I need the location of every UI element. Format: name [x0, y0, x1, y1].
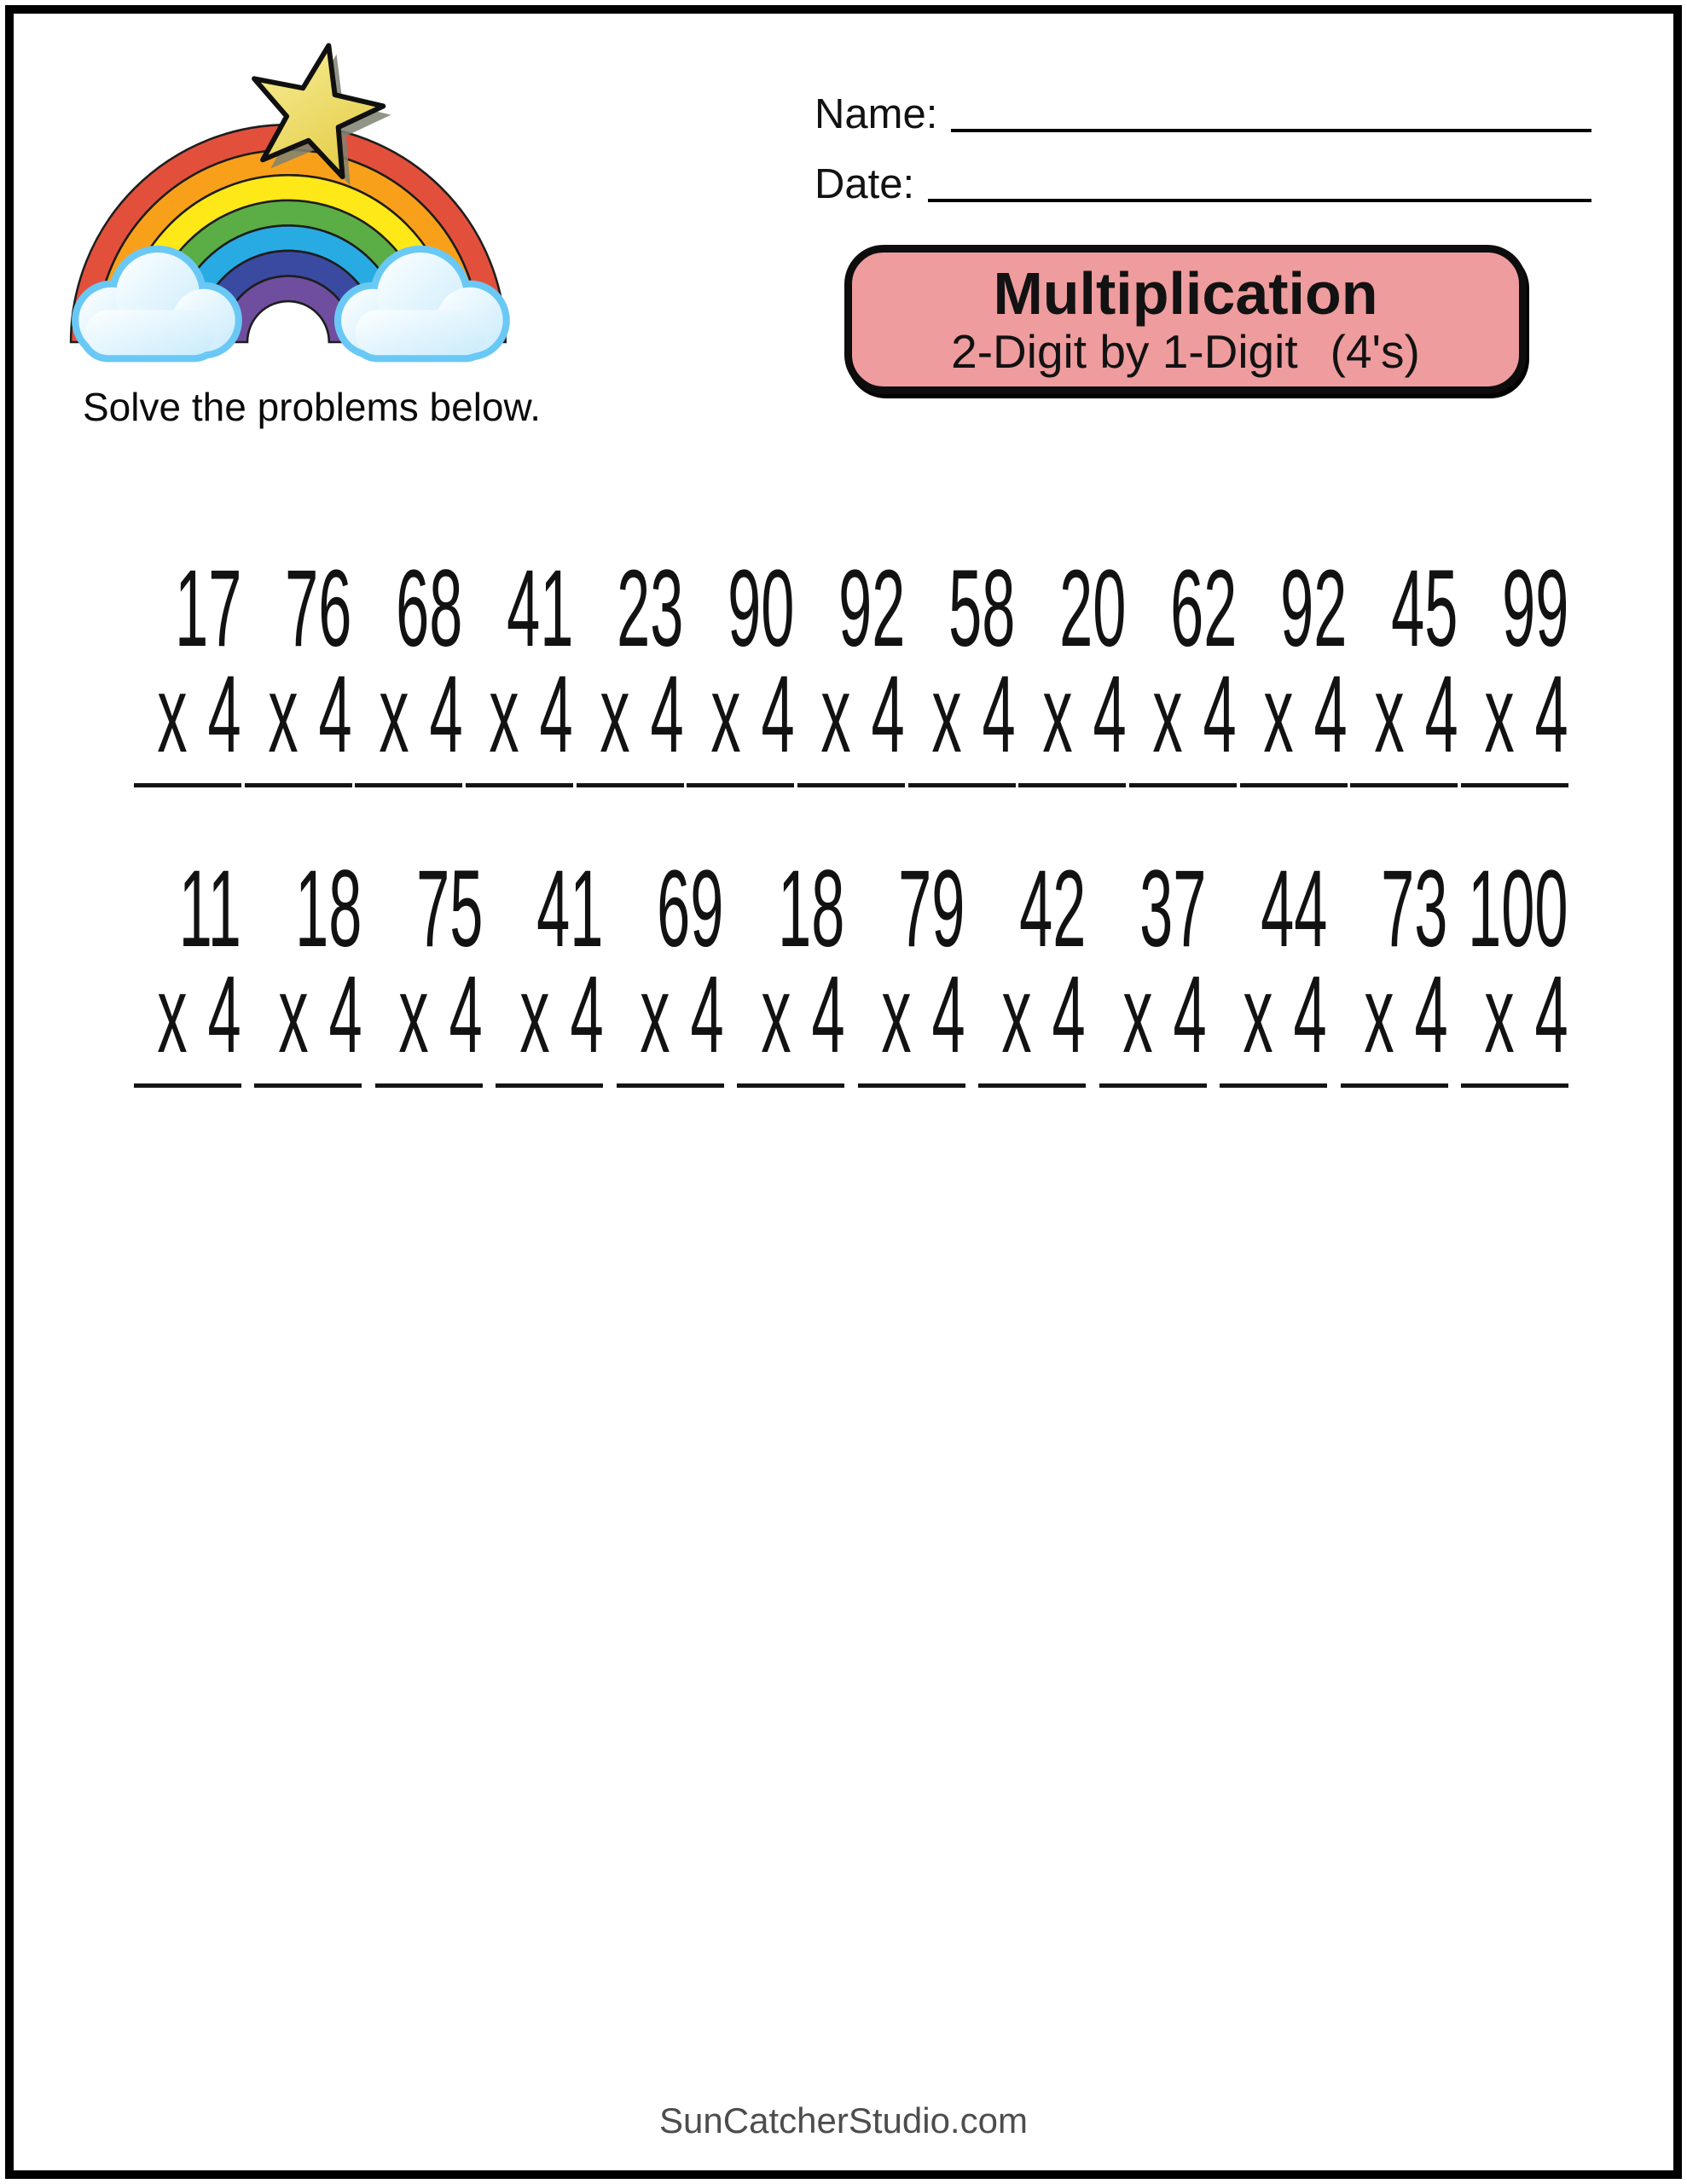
problem-25 — [1461, 848, 1568, 1088]
problem-24 — [1341, 848, 1448, 1088]
problem-12 — [1350, 548, 1458, 787]
problem-20 — [858, 848, 965, 1088]
answer-line — [1018, 783, 1126, 787]
multiplier: 4 — [811, 954, 845, 1076]
multiplier: 4 — [1052, 954, 1087, 1076]
multiply-operator: x — [157, 954, 188, 1076]
name-label: Name: — [815, 91, 938, 137]
multiply-operator: x — [278, 954, 309, 1076]
multiply-operator: x — [1001, 954, 1033, 1076]
multiplier: 4 — [690, 954, 724, 1076]
multiplicand: 90 — [727, 548, 795, 670]
problem-16 — [375, 848, 483, 1088]
name-blank-line — [951, 129, 1591, 132]
operator-row — [89, 653, 241, 775]
multiply-operator: x — [157, 653, 188, 775]
worksheet-subtitle-tag: (4's) — [1330, 324, 1420, 378]
multiplicand: 45 — [1390, 548, 1458, 670]
multiply-operator: x — [931, 653, 962, 775]
multiplier: 4 — [207, 954, 241, 1076]
multiply-operator: x — [398, 954, 429, 1076]
multiplicand: 20 — [1058, 548, 1127, 670]
answer-line — [245, 783, 352, 787]
answer-line — [1461, 1083, 1568, 1088]
multiply-operator: x — [489, 653, 519, 775]
multiply-operator: x — [760, 954, 791, 1076]
problem-10 — [1129, 548, 1237, 787]
multiplicand: 41 — [536, 848, 604, 970]
multiplicand: 69 — [657, 848, 724, 970]
answer-line — [978, 1083, 1086, 1088]
multiply-operator: x — [1243, 954, 1273, 1076]
multiplicand: 17 — [174, 548, 241, 670]
multiplier: 4 — [650, 653, 684, 775]
problem-18 — [617, 848, 724, 1088]
multiplier: 4 — [318, 653, 352, 775]
multiplier: 4 — [539, 653, 573, 775]
multiplier: 4 — [1203, 653, 1237, 775]
answer-line — [375, 1083, 483, 1088]
multiplicand: 92 — [838, 548, 905, 670]
answer-line — [134, 1083, 241, 1088]
multiply-operator: x — [1263, 653, 1294, 775]
multiplicand: 92 — [1280, 548, 1348, 670]
answer-line — [1341, 1083, 1448, 1088]
multiplier: 4 — [1293, 954, 1328, 1076]
footer-credit: SunCatcherStudio.com — [659, 2100, 1028, 2140]
multiplicand: 62 — [1169, 548, 1237, 670]
answer-line — [496, 1083, 603, 1088]
multiplicand: 41 — [506, 548, 573, 670]
answer-line — [355, 783, 462, 787]
worksheet-subtitle: 2-Digit by 1-Digit — [951, 324, 1298, 378]
multiplier: 4 — [207, 653, 241, 775]
multiply-operator: x — [820, 653, 851, 775]
answer-line — [687, 783, 794, 787]
answer-line — [254, 1083, 362, 1088]
problem-21 — [978, 848, 1087, 1088]
multiplicand: 68 — [396, 548, 463, 670]
multiplier: 4 — [1093, 653, 1127, 775]
multiplicand: 58 — [948, 548, 1016, 670]
multiplicand: 100 — [1468, 848, 1568, 970]
answer-line — [797, 783, 905, 787]
multiplier: 4 — [982, 653, 1016, 775]
multiplier: 4 — [761, 653, 795, 775]
problem-15 — [254, 848, 362, 1088]
answer-line — [577, 783, 684, 787]
answer-line — [908, 783, 1016, 787]
problem-8 — [908, 548, 1016, 787]
multiplier: 4 — [449, 954, 483, 1076]
answer-line — [134, 783, 241, 787]
multiplicand: 73 — [1381, 848, 1448, 970]
answer-line — [1461, 783, 1568, 787]
multiply-operator: x — [1152, 653, 1183, 775]
rainbow-illustration — [67, 32, 519, 382]
answer-line — [1099, 1083, 1207, 1088]
multiply-operator: x — [1122, 954, 1153, 1076]
multiplier: 4 — [1534, 954, 1568, 1076]
name-row — [815, 89, 1593, 138]
answer-line — [466, 783, 573, 787]
worksheet-subtitle-row — [951, 325, 1420, 378]
multiplier: 4 — [328, 954, 362, 1076]
multiply-operator: x — [379, 653, 409, 775]
multiplicand: 11 — [178, 848, 241, 970]
instruction-text: Solve the problems below. — [83, 385, 541, 429]
answer-line — [1240, 783, 1348, 787]
multiply-operator: x — [519, 954, 550, 1076]
multiply-operator: x — [1364, 954, 1394, 1076]
answer-line — [1350, 783, 1458, 787]
multiply-operator: x — [268, 653, 299, 775]
multiply-operator: x — [640, 954, 670, 1076]
multiply-operator: x — [600, 653, 630, 775]
worksheet-title-box — [844, 245, 1527, 394]
multiplier: 4 — [429, 653, 463, 775]
answer-line — [737, 1083, 844, 1088]
problem-9 — [1018, 548, 1127, 787]
problem-14 — [134, 848, 241, 1088]
date-label: Date: — [815, 161, 915, 207]
answer-line — [617, 1083, 724, 1088]
problems-grid — [134, 548, 1568, 1157]
multiplicand: 44 — [1260, 848, 1328, 970]
multiplicand: 18 — [295, 848, 362, 970]
problem-19 — [737, 848, 845, 1088]
problem-6 — [687, 548, 795, 787]
multiplier: 4 — [1534, 653, 1568, 775]
multiplicand: 42 — [1018, 848, 1087, 970]
multiplier: 4 — [1173, 954, 1207, 1076]
multiply-operator: x — [1484, 653, 1515, 775]
multiplier: 4 — [1313, 653, 1348, 775]
multiplier: 4 — [931, 954, 965, 1076]
multiplicand: 79 — [898, 848, 965, 970]
date-row — [815, 159, 1593, 208]
multiplicand: 99 — [1501, 548, 1568, 670]
answer-line — [1129, 783, 1237, 787]
problem-7 — [797, 548, 905, 787]
problem-17 — [496, 848, 604, 1088]
problem-23 — [1220, 848, 1328, 1088]
multiplicand: 18 — [777, 848, 845, 970]
multiplicand: 75 — [415, 848, 483, 970]
multiplier: 4 — [570, 954, 604, 1076]
multiply-operator: x — [881, 954, 912, 1076]
problem-4 — [466, 548, 573, 787]
problem-11 — [1240, 548, 1348, 787]
date-blank-line — [928, 199, 1591, 202]
answer-line — [1220, 1083, 1327, 1088]
multiplicand: 23 — [617, 548, 684, 670]
multiplier: 4 — [871, 653, 905, 775]
operator-row — [89, 954, 241, 1076]
problem-2 — [245, 548, 352, 787]
multiplicand: 37 — [1139, 848, 1207, 970]
multiply-operator: x — [710, 653, 741, 775]
problem-1 — [134, 548, 241, 787]
multiplier: 4 — [1424, 653, 1458, 775]
problem-5 — [577, 548, 684, 787]
multiplicand: 76 — [285, 548, 352, 670]
multiplier: 4 — [1414, 954, 1448, 1076]
answer-line — [858, 1083, 965, 1088]
problem-13 — [1461, 548, 1568, 787]
problem-3 — [355, 548, 463, 787]
multiply-operator: x — [1373, 653, 1405, 775]
worksheet-title: Multiplication — [993, 259, 1378, 327]
problem-22 — [1099, 848, 1207, 1088]
multiply-operator: x — [1041, 653, 1073, 775]
multiply-operator: x — [1484, 954, 1515, 1076]
